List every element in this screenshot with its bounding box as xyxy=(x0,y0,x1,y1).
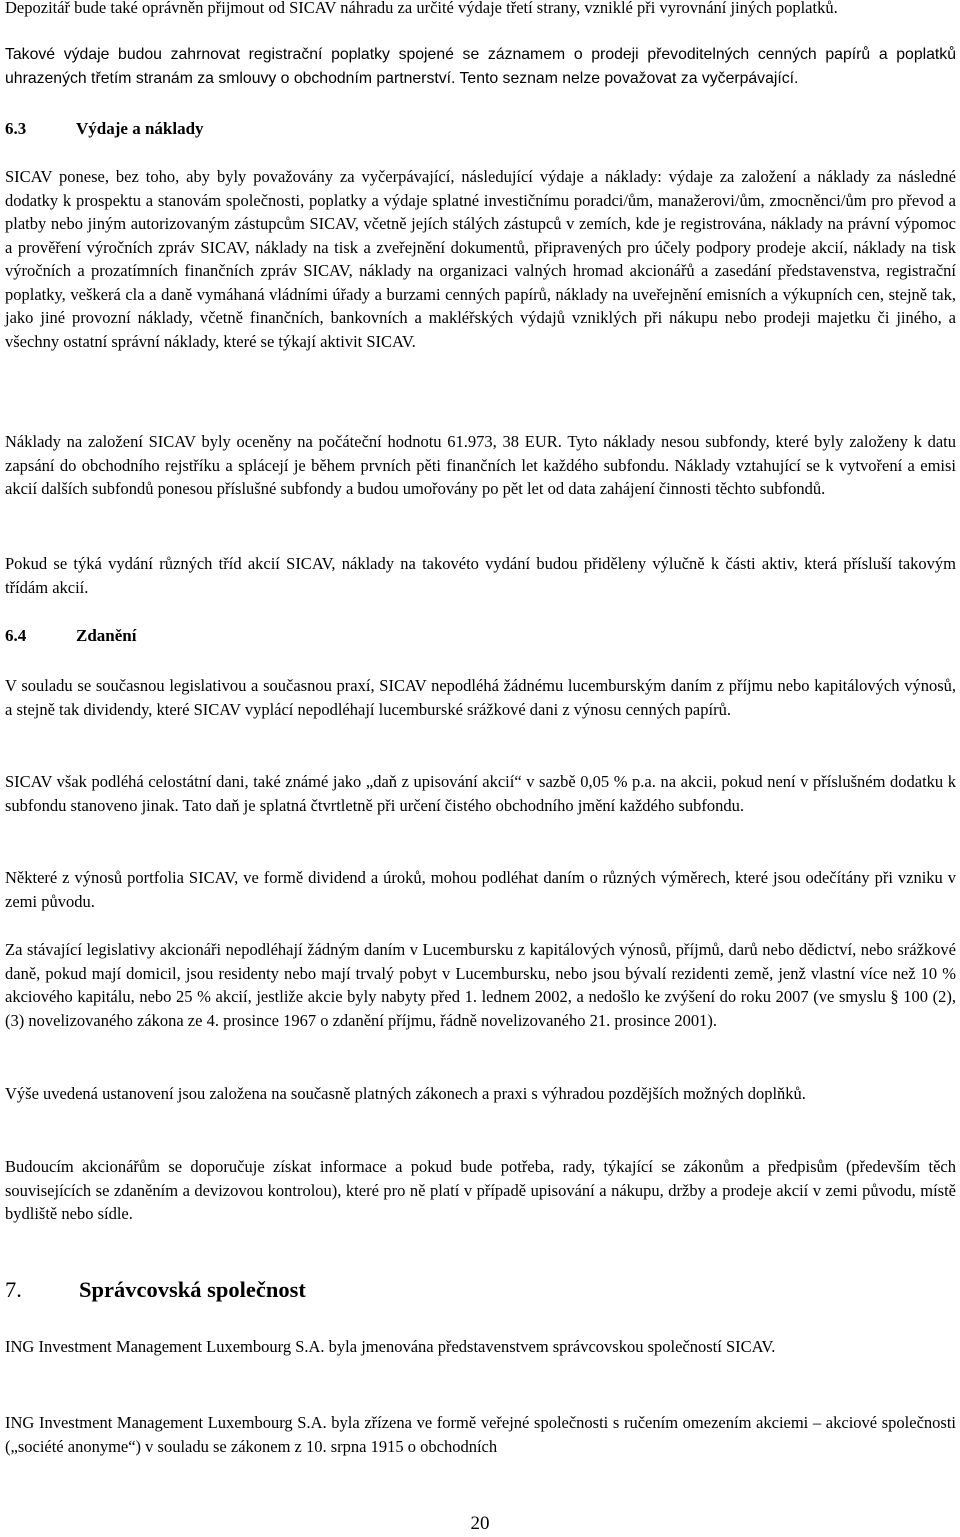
chapter-heading-7 xyxy=(5,1276,306,1304)
section-title: Zdanění xyxy=(76,626,137,645)
section-title: Výdaje a náklady xyxy=(76,119,204,138)
paragraph-management-incorporation: ING Investment Management Luxembourg S.A. byla zřízena ve formě veřejné společnosti s ručením omezením akciemi – akciové společnosti („société anonyme“) v souladu se zákonem z 10. srpna 1915 o obchodních xyxy=(5,1413,956,1456)
paragraph-withholding-portfolio: Některé z výnosů portfolia SICAV, ve formě dividend a úroků, mohou podléhat daním o různých výměrech, které jsou odečítány při vzniku v zemi původu. xyxy=(5,868,956,911)
section-number: 6.4 xyxy=(5,626,27,645)
paragraph-sicav-costs: SICAV ponese, bez toho, aby byly považovány za vyčerpávající, následující výdaje a náklady: výdaje za založení a náklady za následné dodatky k prospektu a stanovám společnosti, poplatky a výdaje splatné investičnímu poradci/ům, manažerovi/ům, zmocněnci/ům pro převod a platby nebo jiným autorizovaným zástupcům SICAV, včetně jejích stálých zástupců v zemích, kde je registrována, náklady na právní výpomoc a prověření výročních zpráv SICAV, náklady na tisk a zveřejnění dokumentů, připravených pro účely podpory prodeje akcií, náklady na tisk výročních a prozatímních finančních zpráv SICAV, náklady na organizaci valných hromad akcionářů a zasedání představenstva, registrační poplatky, veškerá cla a daně vymáhaná vládními úřady a burzami cenných papírů, náklady na uveřejnění emisních a výkupních cen, stejně tak, jako jiné provozní náklady, včetně finančních, bankovních a makléřských výdajů vzniklých při nákupu nebo prodeji majetku či jiného, a všechny ostatní správní náklady, které se týkají aktivit SICAV. xyxy=(5,167,956,351)
paragraph-founding-costs: Náklady na založení SICAV byly oceněny na počáteční hodnotu 61.973, 38 EUR. Tyto náklady nesou subfondy, které byly založeny k datu zapsání do obchodního rejstříku a splácejí je během prvních pěti finančních let každého subfondu. Náklady vztahující se k vytvoření a emisi akcií dalších subfondů ponesou příslušné subfondy a budou umořovány po pět let od data zahájení činnosti těchto subfondů. xyxy=(5,432,956,498)
paragraph-depositary-reimbursement: Depozitář bude také oprávněn přijmout od SICAV náhradu za určité výdaje třetí strany, vzniklé při vyrovnání jiných poplatků. xyxy=(5,0,838,17)
paragraph-subscription-tax: SICAV však podléhá celostátní dani, také známé jako „daň z upisování akcií“ v sazbě 0,05 % p.a. na akcii, pokud není v příslušném dodatku k subfondu stanoveno jinak. Tato daň je splatná čtvrtletně při určení čistého obchodního jmění každého subfondu. xyxy=(5,772,956,815)
section-heading-6-3 xyxy=(5,118,204,140)
chapter-number: 7. xyxy=(5,1277,22,1302)
chapter-title: Správcovská společnost xyxy=(79,1277,306,1302)
paragraph-investor-advice: Budoucím akcionářům se doporučuje získat informace a pokud bude potřeba, rady, týkající se zákonům a předpisům (především těch souvisejících se zdaněním a devizovou kontrolou), které pro ně platí v případě upisování a nákupu, držby a prodeje akcií v zemi původu, místě bydliště nebo sídle. xyxy=(5,1157,956,1223)
paragraph-share-classes: Pokud se týká vydání různých tříd akcií SICAV, náklady na takovéto vydání budou přiděleny výlučně k části aktiv, která přísluší takovým třídám akcií. xyxy=(5,554,956,597)
section-number: 6.3 xyxy=(5,119,27,138)
paragraph-tax-legislation: V souladu se současnou legislativou a současnou praxí, SICAV nepodléhá žádnému lucemburským daním z příjmu nebo kapitálových výnosů, a stejně tak dividendy, které SICAV vyplácí nepodléhají lucemburské srážkové dani z výnosu cenných papírů. xyxy=(5,676,956,719)
paragraph-legal-basis: Výše uvedená ustanovení jsou založena na současně platných zákonech a praxi s výhradou pozdějších možných doplňků. xyxy=(5,1084,806,1103)
page-number: 20 xyxy=(470,1513,490,1534)
paragraph-shareholder-taxation: Za stávající legislativy akcionáři nepodléhají žádným daním v Lucembursku z kapitálových výnosů, příjmů, darů nebo dědictví, nebo srážkové daně, pokud mají domicil, jsou residenty nebo mají trvalý pobyt v Lucembursku, nebo jsou bývalí rezidenti země, jenž vlastní více než 10 % akciového kapitálu, nebo 25 % akcií, jestliže akcie byly nabyty před 1. lednem 2002, a nedošlo ke zvýšení do roku 2007 (ve smyslu § 100 (2), (3) novelizovaného zákona ze 4. prosince 1967 o zdanění příjmu, řádně novelizovaného 21. prosince 2001). xyxy=(5,940,956,1030)
paragraph-registration-fees: Takové výdaje budou zahrnovat registrační poplatky spojené se záznamem o prodeji převoditelných cenných papírů a poplatků uhrazených třetím stranám za smlouvy o obchodním partnerství. Tento seznam nelze považovat za vyčerpávající. xyxy=(5,46,956,87)
section-heading-6-4 xyxy=(5,625,136,647)
paragraph-management-company: ING Investment Management Luxembourg S.A. byla jmenována představenstvem správcovskou společností SICAV. xyxy=(5,1337,776,1356)
